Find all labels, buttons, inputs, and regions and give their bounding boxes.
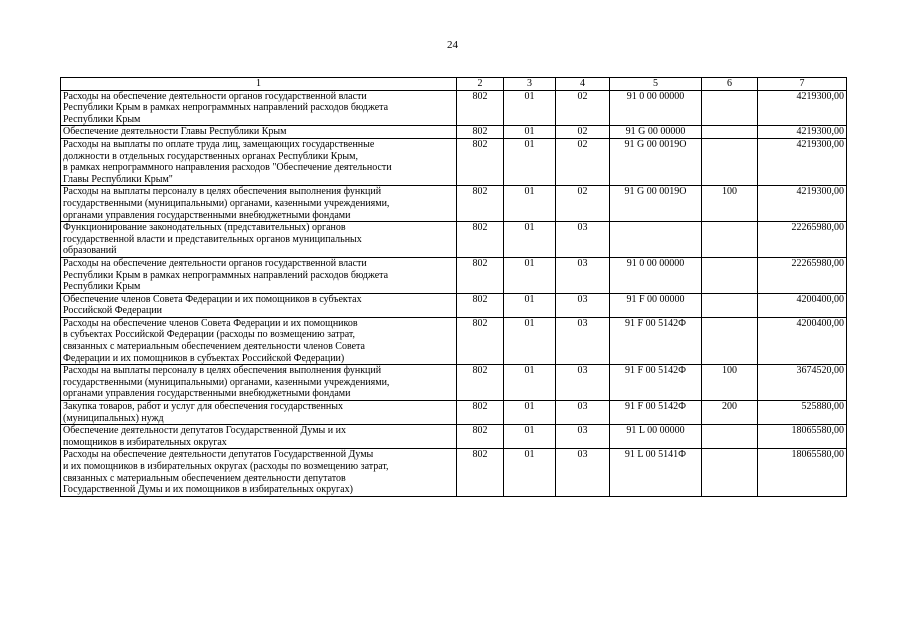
section-code-cell: 01 [504, 401, 556, 425]
amount-cell: 4219300,00 [758, 90, 847, 126]
section-code-cell: 01 [504, 293, 556, 317]
expense-name-cell: Расходы на выплаты по оплате труда лиц, замещающих государственные должности в отдельных государственных органах Республики Крым, в рамках непрограммного направления расходов "Обеспечение деятельности Главы Республики Крым" [61, 138, 457, 185]
section-code-cell: 01 [504, 138, 556, 185]
expense-name-cell: Обеспечение членов Совета Федерации и их помощников в субъектах Российской Федерации [61, 293, 457, 317]
subsection-code-cell: 02 [556, 90, 610, 126]
ministry-code-cell: 802 [457, 222, 504, 258]
expense-name-cell: Функционирование законодательных (представительных) органов государственной власти и представительных органов муниципальных образований [61, 222, 457, 258]
target-article-cell: 91 G 00 0019О [610, 138, 702, 185]
target-article-cell: 91 G 00 00000 [610, 126, 702, 139]
ministry-code-cell: 802 [457, 317, 504, 364]
column-header: 5 [610, 78, 702, 91]
target-article-cell [610, 222, 702, 258]
ministry-code-cell: 802 [457, 449, 504, 496]
expense-type-cell [702, 293, 758, 317]
amount-cell: 4219300,00 [758, 138, 847, 185]
expense-type-cell [702, 449, 758, 496]
table-row [61, 317, 847, 364]
expense-name-cell: Расходы на выплаты персоналу в целях обеспечения выполнения функций государственными (муниципальными) органами, казенными учреждениями, органами управления государственными внебюджетными фондами [61, 365, 457, 401]
expense-type-cell [702, 425, 758, 449]
target-article-cell: 91 F 00 00000 [610, 293, 702, 317]
subsection-code-cell: 03 [556, 293, 610, 317]
amount-cell: 4219300,00 [758, 186, 847, 222]
section-code-cell: 01 [504, 126, 556, 139]
section-code-cell: 01 [504, 317, 556, 364]
subsection-code-cell: 03 [556, 222, 610, 258]
section-code-cell: 01 [504, 365, 556, 401]
target-article-cell: 91 F 00 5142Ф [610, 365, 702, 401]
column-header: 1 [61, 78, 457, 91]
table-row [61, 293, 847, 317]
amount-cell: 18065580,00 [758, 425, 847, 449]
amount-cell: 22265980,00 [758, 257, 847, 293]
table-row [61, 90, 847, 126]
table-row [61, 401, 847, 425]
table-row [61, 449, 847, 496]
amount-cell: 18065580,00 [758, 449, 847, 496]
ministry-code-cell: 802 [457, 365, 504, 401]
target-article-cell: 91 L 00 00000 [610, 425, 702, 449]
table-row [61, 138, 847, 185]
expense-name-cell: Расходы на обеспечение членов Совета Федерации и их помощников в субъектах Российской Федерации (расходы по возмещению затрат, связанных с материальным обеспечением деятельности членов Совета Федерации и их помощников в субъектах Российской Федерации) [61, 317, 457, 364]
table-row [61, 425, 847, 449]
expense-type-cell [702, 222, 758, 258]
subsection-code-cell: 02 [556, 126, 610, 139]
page-number: 24 [447, 39, 458, 51]
ministry-code-cell: 802 [457, 126, 504, 139]
subsection-code-cell: 03 [556, 425, 610, 449]
target-article-cell: 91 0 00 00000 [610, 257, 702, 293]
target-article-cell: 91 G 00 0019О [610, 186, 702, 222]
expense-type-cell: 200 [702, 401, 758, 425]
subsection-code-cell: 03 [556, 257, 610, 293]
ministry-code-cell: 802 [457, 257, 504, 293]
table-row [61, 126, 847, 139]
ministry-code-cell: 802 [457, 186, 504, 222]
target-article-cell: 91 F 00 5142Ф [610, 401, 702, 425]
expense-type-cell: 100 [702, 365, 758, 401]
column-header: 2 [457, 78, 504, 91]
expense-type-cell [702, 257, 758, 293]
expense-name-cell: Закупка товаров, работ и услуг для обеспечения государственных (муниципальных) нужд [61, 401, 457, 425]
expense-type-cell [702, 138, 758, 185]
expense-type-cell [702, 317, 758, 364]
ministry-code-cell: 802 [457, 425, 504, 449]
expense-name-cell: Обеспечение деятельности депутатов Государственной Думы и их помощников в избирательных округах [61, 425, 457, 449]
subsection-code-cell: 03 [556, 317, 610, 364]
table-row [61, 186, 847, 222]
expense-type-cell [702, 90, 758, 126]
expense-name-cell: Расходы на выплаты персоналу в целях обеспечения выполнения функций государственными (муниципальными) органами, казенными учреждениями, органами управления государственными внебюджетными фондами [61, 186, 457, 222]
ministry-code-cell: 802 [457, 90, 504, 126]
ministry-code-cell: 802 [457, 138, 504, 185]
subsection-code-cell: 03 [556, 365, 610, 401]
amount-cell: 525880,00 [758, 401, 847, 425]
target-article-cell: 91 0 00 00000 [610, 90, 702, 126]
ministry-code-cell: 802 [457, 401, 504, 425]
section-code-cell: 01 [504, 90, 556, 126]
subsection-code-cell: 03 [556, 401, 610, 425]
expense-name-cell: Расходы на обеспечение деятельности органов государственной власти Республики Крым в рамках непрограммных направлений расходов бюджета Республики Крым [61, 90, 457, 126]
amount-cell: 4219300,00 [758, 126, 847, 139]
table-row [61, 222, 847, 258]
expense-type-cell [702, 126, 758, 139]
section-code-cell: 01 [504, 222, 556, 258]
amount-cell: 4200400,00 [758, 317, 847, 364]
table-row [61, 365, 847, 401]
table-body [61, 90, 847, 496]
section-code-cell: 01 [504, 425, 556, 449]
section-code-cell: 01 [504, 257, 556, 293]
ministry-code-cell: 802 [457, 293, 504, 317]
expense-type-cell: 100 [702, 186, 758, 222]
section-code-cell: 01 [504, 449, 556, 496]
budget-table [60, 77, 847, 497]
subsection-code-cell: 02 [556, 138, 610, 185]
expense-name-cell: Расходы на обеспечение деятельности органов государственной власти Республики Крым в рамках непрограммных направлений расходов бюджета Республики Крым [61, 257, 457, 293]
expense-name-cell: Обеспечение деятельности Главы Республики Крым [61, 126, 457, 139]
expense-name-cell: Расходы на обеспечение деятельности депутатов Государственной Думы и их помощников в избирательных округах (расходы по возмещению затрат, связанных с материальным обеспечением деятельности депутатов Государственной Думы и их помощников в избирательных округах) [61, 449, 457, 496]
target-article-cell: 91 L 00 5141Ф [610, 449, 702, 496]
amount-cell: 3674520,00 [758, 365, 847, 401]
section-code-cell: 01 [504, 186, 556, 222]
subsection-code-cell: 03 [556, 449, 610, 496]
column-header: 3 [504, 78, 556, 91]
amount-cell: 4200400,00 [758, 293, 847, 317]
table-row [61, 257, 847, 293]
subsection-code-cell: 02 [556, 186, 610, 222]
column-header: 7 [758, 78, 847, 91]
column-header: 4 [556, 78, 610, 91]
column-header: 6 [702, 78, 758, 91]
table-header-row [61, 78, 847, 91]
target-article-cell: 91 F 00 5142Ф [610, 317, 702, 364]
amount-cell: 22265980,00 [758, 222, 847, 258]
